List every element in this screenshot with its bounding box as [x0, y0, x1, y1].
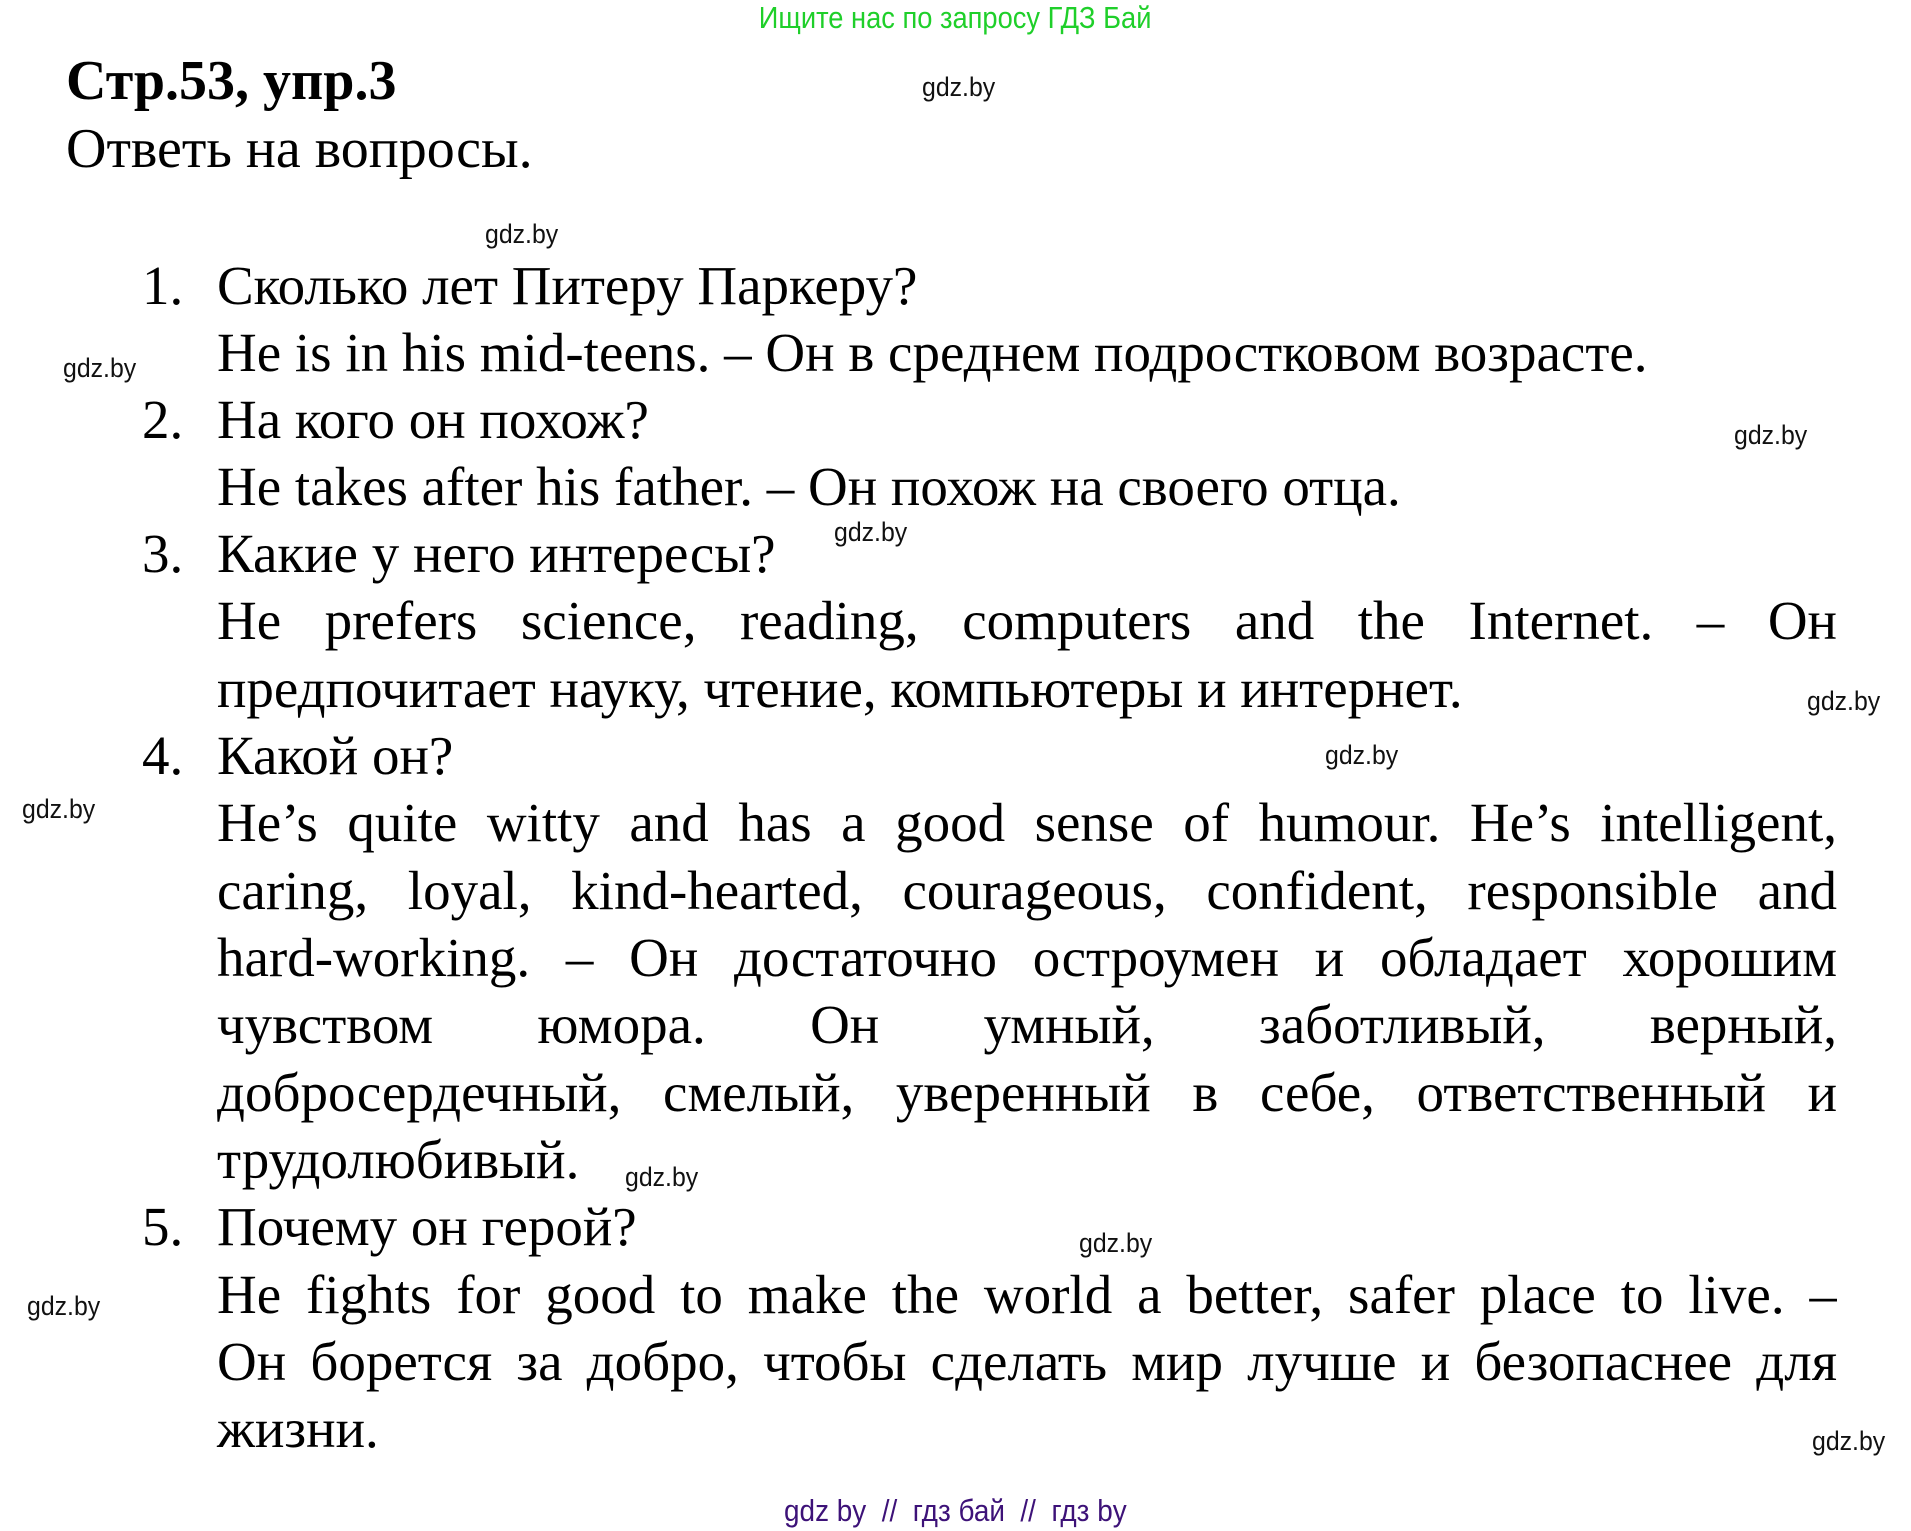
answer-line: caring, loyal, kind-hearted, courageous, confident, responsible and — [217, 860, 1837, 921]
promo-text: Ищите нас по запросу ГДЗ Бай — [759, 0, 1152, 35]
watermark: gdz.by — [922, 72, 996, 102]
answer-line: Он борется за добро, чтобы сделать мир лучше и безопаснее для — [217, 1331, 1837, 1392]
watermark: gdz.by — [1325, 740, 1399, 770]
footer-watermark — [0, 1493, 1911, 1529]
watermark: gdz.by — [1807, 686, 1881, 716]
question-text: Какие у него интересы? — [217, 523, 776, 584]
question-number: 5. — [142, 1196, 184, 1257]
answer-line: предпочитает науку, чтение, компьютеры и интернет. — [217, 658, 1463, 719]
question-number: 4. — [142, 725, 184, 786]
answer-line: He takes after his father. – Он похож на своего отца. — [217, 456, 1401, 517]
page-title: Стр.53, упр.3 — [66, 50, 397, 112]
watermark: gdz.by — [1079, 1228, 1153, 1258]
answer-line: He prefers science, reading, computers and the Internet. – Он — [217, 590, 1837, 651]
watermark: gdz.by — [1734, 420, 1808, 450]
answer-line: He fights for good to make the world a better, safer place to live. – — [217, 1264, 1837, 1325]
answer-line: трудолюбивый. — [217, 1129, 580, 1190]
answer-line: добросердечный, смелый, уверенный в себе, ответственный и — [217, 1062, 1837, 1123]
promo-banner — [0, 0, 1911, 36]
question-text: Сколько лет Питеру Паркеру? — [217, 255, 918, 316]
watermark: gdz.by — [27, 1291, 101, 1321]
answer-line: hard-working. – Он достаточно остроумен и обладает хорошим — [217, 927, 1837, 988]
watermark: gdz.by — [625, 1162, 699, 1192]
question-number: 1. — [142, 255, 184, 316]
watermark: gdz.by — [485, 219, 559, 249]
answer-line: He is in his mid-teens. – Он в среднем подростковом возрасте. — [217, 322, 1648, 383]
question-number: 3. — [142, 523, 184, 584]
question-number: 2. — [142, 389, 184, 450]
answer-line: чувством юмора. Он умный, заботливый, верный, — [217, 994, 1837, 1055]
question-text: Почему он герой? — [217, 1196, 637, 1257]
watermark: gdz.by — [1812, 1426, 1886, 1456]
watermark: gdz.by — [834, 517, 908, 547]
answer-line: жизни. — [217, 1398, 379, 1459]
task-instruction: Ответь на вопросы. — [66, 118, 533, 180]
question-text: Какой он? — [217, 725, 454, 786]
answer-line: He’s quite witty and has a good sense of humour. He’s intelligent, — [217, 792, 1837, 853]
question-text: На кого он похож? — [217, 389, 649, 450]
watermark: gdz.by — [63, 353, 137, 383]
watermark: gdz.by — [22, 794, 96, 824]
footer-text: gdz by // гдз бай // гдз by — [784, 1493, 1127, 1528]
